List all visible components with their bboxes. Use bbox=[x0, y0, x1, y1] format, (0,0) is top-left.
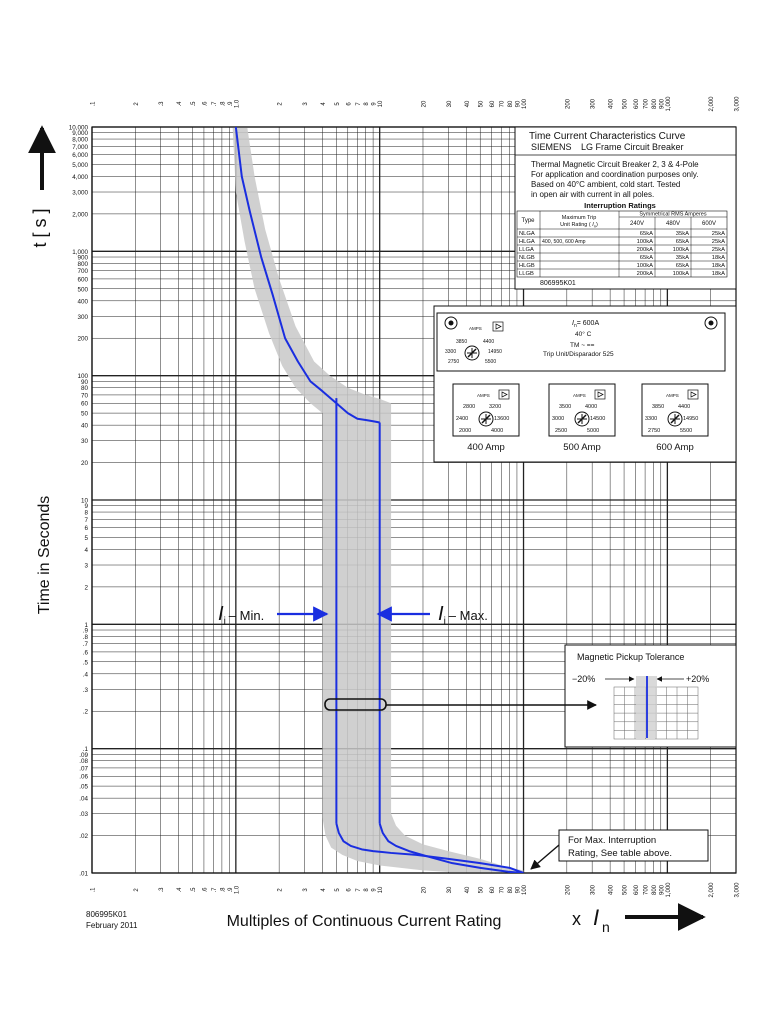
table-cell-type: HLGA bbox=[519, 239, 535, 246]
x-tick-label: 3,000 bbox=[734, 96, 741, 112]
trip-dial-caption: 400 Amp bbox=[467, 442, 505, 453]
trip-dial-value: 13600 bbox=[494, 416, 510, 422]
x-tick-label: 2 bbox=[133, 888, 140, 892]
max-interruption-note bbox=[531, 830, 708, 869]
x-tick-label: 300 bbox=[590, 98, 597, 110]
x-tick-label: .8 bbox=[220, 101, 227, 107]
table-cell-240v: 200kA bbox=[636, 247, 653, 254]
x-tick-label: 3,000 bbox=[734, 882, 741, 898]
trip-dial-value: 5500 bbox=[680, 428, 693, 434]
table-cell-type: LLGA bbox=[519, 247, 534, 254]
y-tick-label: .5 bbox=[82, 659, 88, 667]
trip-label: Trip Unit/Disparador 525 bbox=[543, 351, 614, 358]
x-tick-label: .7 bbox=[212, 887, 219, 893]
annotation-imax bbox=[378, 603, 488, 627]
y-tick-label: .03 bbox=[79, 811, 88, 819]
trip-dial-value: 14500 bbox=[590, 416, 606, 422]
screw-icon bbox=[705, 317, 717, 329]
main-dial-value: 2750 bbox=[448, 359, 460, 365]
table-cell-600v: 18kA bbox=[711, 255, 725, 262]
x-tick-label: 400 bbox=[608, 98, 615, 110]
trip-dial-caption: 600 Amp bbox=[656, 442, 694, 453]
y-tick-label: .4 bbox=[82, 671, 88, 679]
x-tick-label: 20 bbox=[421, 100, 428, 108]
trip-dial-value: 4000 bbox=[491, 428, 504, 434]
x-tick-label: .5 bbox=[191, 101, 198, 107]
x-tick-label: .4 bbox=[177, 887, 184, 893]
trip-tm: TM ~ == bbox=[570, 342, 595, 349]
y-tick-label: 3,000 bbox=[72, 189, 88, 197]
y-tick-label: 9,000 bbox=[72, 130, 88, 138]
x-tick-label: 90 bbox=[515, 886, 522, 894]
y-tick-label: 1,000 bbox=[72, 248, 88, 256]
table-cell-240v: 65kA bbox=[639, 231, 653, 238]
x-tick-label: 8 bbox=[364, 102, 371, 106]
y-tick-label: 4,000 bbox=[72, 173, 88, 181]
x-tick-labels-top bbox=[91, 96, 741, 112]
table-cell-480v: 35kA bbox=[675, 255, 689, 262]
x-tick-label: 10 bbox=[378, 886, 385, 894]
y-tick-label: .8 bbox=[82, 633, 88, 641]
table-cell-type: NLGB bbox=[519, 255, 535, 262]
x-tick-label: 30 bbox=[446, 886, 453, 894]
x-tick-label: 1,000 bbox=[665, 96, 672, 112]
trip-temp: 40° C bbox=[575, 331, 592, 338]
x-axis-symbol: x bbox=[572, 909, 581, 929]
table-cell-480v: 100kA bbox=[672, 247, 689, 254]
table-cell-600v: 25kA bbox=[711, 239, 725, 246]
y-tick-label: 900 bbox=[77, 254, 88, 262]
x-tick-label: 80 bbox=[508, 886, 515, 894]
table-cell-480v: 65kA bbox=[675, 263, 689, 270]
info-product: LG Frame Circuit Breaker bbox=[581, 142, 684, 152]
info-desc-line-1: Thermal Magnetic Circuit Breaker 2, 3 & 4-Pole bbox=[531, 160, 699, 169]
main-dial-amps: AMPS bbox=[469, 326, 482, 331]
table-head-sym: Symmetrical RMS Amperes bbox=[639, 211, 707, 218]
y-tick-label: .09 bbox=[79, 751, 88, 759]
x-tick-label: 200 bbox=[565, 884, 572, 896]
y-tick-label: .04 bbox=[79, 795, 88, 803]
y-tick-label: 10 bbox=[80, 497, 88, 505]
table-cell-240v: 65kA bbox=[639, 255, 653, 262]
table-head-v480: 480V bbox=[665, 221, 681, 227]
trip-dial-amps: AMPS bbox=[666, 393, 679, 398]
x-tick-label: 60 bbox=[490, 886, 497, 894]
x-tick-label: 2,000 bbox=[709, 882, 716, 898]
trip-dial-value: 3200 bbox=[489, 404, 502, 410]
x-tick-label: .4 bbox=[177, 101, 184, 107]
x-axis-var-sub: n bbox=[602, 919, 610, 935]
y-axis-title: Time in Seconds bbox=[36, 495, 53, 615]
x-axis-title: Multiples of Continuous Current Rating bbox=[226, 913, 502, 930]
footer-doc-number: 806995K01 bbox=[86, 910, 127, 919]
trip-unit-panel bbox=[434, 306, 736, 462]
screw-icon bbox=[445, 317, 457, 329]
table-cell-type: HLGB bbox=[519, 263, 535, 270]
main-dial-value: 3300 bbox=[445, 349, 457, 355]
x-tick-label: .6 bbox=[202, 101, 209, 107]
instantaneous-trip-icon bbox=[493, 322, 503, 331]
x-tick-label: .1 bbox=[90, 887, 97, 893]
y-tick-label: 5 bbox=[84, 534, 88, 542]
dial-knob-icon bbox=[668, 412, 682, 426]
main-dial-value: 4400 bbox=[483, 339, 495, 345]
main-dial-value: 14950 bbox=[488, 349, 502, 355]
trip-dial-value: 2400 bbox=[456, 416, 469, 422]
table-cell-240v: 200kA bbox=[636, 271, 653, 278]
main-dial-value: 3850 bbox=[456, 339, 468, 345]
info-brand: SIEMENS bbox=[531, 142, 572, 152]
table-cell-type: NLGA bbox=[519, 231, 535, 238]
x-tick-label: 5 bbox=[334, 888, 341, 892]
y-tick-label: 400 bbox=[77, 298, 88, 306]
y-tick-label: .2 bbox=[82, 708, 88, 716]
y-tick-label: .07 bbox=[79, 765, 88, 773]
x-tick-label: .3 bbox=[159, 101, 166, 107]
y-tick-label: 20 bbox=[80, 460, 88, 468]
table-cell-480v: 35kA bbox=[675, 231, 689, 238]
y-tick-label: 8 bbox=[84, 509, 88, 517]
table-cell-600v: 18kA bbox=[711, 263, 725, 270]
x-tick-label: 700 bbox=[643, 884, 650, 896]
x-tick-label: .1 bbox=[90, 101, 97, 107]
x-tick-label: 900 bbox=[659, 884, 666, 896]
x-tick-label: 1.0 bbox=[234, 99, 241, 109]
trip-dial-value: 3500 bbox=[559, 404, 572, 410]
x-tick-label: 20 bbox=[421, 886, 428, 894]
x-tick-label: 8 bbox=[364, 888, 371, 892]
y-tick-label: 6 bbox=[84, 525, 88, 533]
table-cell-240v: 100kA bbox=[636, 263, 653, 270]
info-desc-line-3: Based on 40°C ambient, cold start. Tested bbox=[531, 180, 681, 189]
x-tick-label: 6 bbox=[346, 102, 353, 106]
y-tick-label: 2 bbox=[84, 584, 88, 592]
instantaneous-trip-icon bbox=[688, 390, 698, 399]
x-tick-label: 2 bbox=[133, 102, 140, 106]
table-head-max-2: Unit Rating ( $I_n$) bbox=[560, 222, 598, 229]
x-tick-label: 10 bbox=[378, 100, 385, 108]
table-title: Interruption Ratings bbox=[584, 201, 656, 210]
info-part-number: 806995K01 bbox=[540, 280, 576, 287]
x-tick-label: 2 bbox=[277, 102, 284, 106]
trip-dial-value: 2000 bbox=[459, 428, 472, 434]
y-tick-label: 200 bbox=[77, 335, 88, 343]
y-tick-label: 7 bbox=[84, 516, 88, 524]
x-tick-label: 3 bbox=[302, 888, 309, 892]
y-tick-label: 40 bbox=[80, 422, 88, 430]
y-tick-label: .02 bbox=[79, 833, 88, 841]
y-tick-label: .01 bbox=[79, 870, 88, 878]
x-tick-label: 7 bbox=[355, 888, 362, 892]
dial-knob-icon bbox=[575, 412, 589, 426]
x-tick-label: 90 bbox=[515, 100, 522, 108]
info-title: Time Current Characteristics Curve bbox=[529, 131, 686, 142]
trip-dial-value: 3300 bbox=[645, 416, 658, 422]
y-tick-label: 2,000 bbox=[72, 211, 88, 219]
x-tick-label: .5 bbox=[191, 887, 198, 893]
instantaneous-trip-icon bbox=[595, 390, 605, 399]
y-tick-label: 800 bbox=[77, 260, 88, 268]
y-tick-label: .9 bbox=[82, 627, 88, 635]
y-axis-title-top: t [ s ] bbox=[30, 208, 50, 248]
x-tick-label: 9 bbox=[371, 102, 378, 106]
table-cell-480v: 100kA bbox=[672, 271, 689, 278]
x-tick-label: 7 bbox=[355, 102, 362, 106]
x-tick-labels-bottom bbox=[91, 882, 741, 898]
y-tick-label: .7 bbox=[82, 641, 88, 649]
y-tick-label: 600 bbox=[77, 276, 88, 284]
y-tick-label: 5,000 bbox=[72, 161, 88, 169]
tolerance-title: Magnetic Pickup Tolerance bbox=[577, 652, 685, 662]
trip-dial-value: 4000 bbox=[585, 404, 598, 410]
y-tick-label: 60 bbox=[80, 400, 88, 408]
y-tick-label: 80 bbox=[80, 385, 88, 393]
x-tick-label: 80 bbox=[508, 100, 515, 108]
x-tick-label: 60 bbox=[490, 100, 497, 108]
x-tick-label: 1.0 bbox=[234, 885, 241, 895]
main-dial-value: 5500 bbox=[485, 359, 497, 365]
x-tick-label: 100 bbox=[522, 98, 529, 110]
y-tick-label: .3 bbox=[82, 686, 88, 694]
footer-date: February 2011 bbox=[86, 921, 138, 930]
y-tick-label: .6 bbox=[82, 649, 88, 657]
instantaneous-trip-icon bbox=[499, 390, 509, 399]
imin-label: $I_i$ – Min. bbox=[218, 603, 265, 627]
y-tick-label: 1 bbox=[84, 621, 88, 629]
x-tick-label: 800 bbox=[651, 98, 658, 110]
table-cell-type: LLGB bbox=[519, 271, 534, 278]
y-tick-label: 70 bbox=[80, 392, 88, 400]
x-tick-label: 5 bbox=[334, 102, 341, 106]
x-tick-label: 2 bbox=[277, 888, 284, 892]
x-tick-label: .8 bbox=[220, 887, 227, 893]
y-tick-label: .1 bbox=[82, 746, 88, 754]
table-cell-600v: 18kA bbox=[711, 271, 725, 278]
table-cell-240v: 100kA bbox=[636, 239, 653, 246]
dial-knob-icon bbox=[479, 412, 493, 426]
x-tick-label: 2,000 bbox=[709, 96, 716, 112]
trip-rating: $I_n= 600A$ bbox=[572, 320, 600, 329]
x-tick-label: 600 bbox=[633, 884, 640, 896]
x-tick-label: 400 bbox=[608, 884, 615, 896]
trip-dials bbox=[453, 384, 708, 453]
trip-dial-value: 3000 bbox=[552, 416, 565, 422]
trip-dial-value: 2500 bbox=[555, 428, 568, 434]
y-tick-label: 4 bbox=[84, 546, 88, 554]
x-tick-label: 500 bbox=[622, 98, 629, 110]
dial-knob-icon bbox=[465, 346, 479, 360]
x-tick-label: 600 bbox=[633, 98, 640, 110]
x-tick-label: 6 bbox=[346, 888, 353, 892]
table-cell-600v: 25kA bbox=[711, 231, 725, 238]
table-cell-480v: 65kA bbox=[675, 239, 689, 246]
x-tick-label: 3 bbox=[302, 102, 309, 106]
x-tick-label: 700 bbox=[643, 98, 650, 110]
note-line-1: For Max. Interruption bbox=[568, 835, 657, 846]
y-tick-label: .05 bbox=[79, 783, 88, 791]
x-tick-label: 900 bbox=[659, 98, 666, 110]
x-tick-label: 800 bbox=[651, 884, 658, 896]
x-tick-label: 1,000 bbox=[665, 882, 672, 898]
trip-dial-amps: AMPS bbox=[477, 393, 490, 398]
trip-dial-value: 2800 bbox=[463, 404, 476, 410]
y-tick-label: 90 bbox=[80, 378, 88, 386]
trip-dial-value: 2750 bbox=[648, 428, 661, 434]
x-tick-label: 50 bbox=[478, 886, 485, 894]
table-head-type: Type bbox=[521, 218, 535, 224]
y-tick-label: 10,000 bbox=[68, 124, 88, 132]
y-tick-label: 30 bbox=[80, 438, 88, 446]
trip-dial-amps: AMPS bbox=[573, 393, 586, 398]
trip-dial-value: 3850 bbox=[652, 404, 665, 410]
note-line-2: Rating, See table above. bbox=[568, 848, 673, 859]
x-tick-label: 4 bbox=[320, 888, 327, 892]
y-tick-label: 9 bbox=[84, 503, 88, 511]
table-head-max-1: Maximum Trip bbox=[561, 215, 597, 221]
y-tick-label: 8,000 bbox=[72, 136, 88, 144]
trip-dial-caption: 500 Amp bbox=[563, 442, 601, 453]
y-tick-label: 3 bbox=[84, 562, 88, 570]
y-tick-label: 100 bbox=[77, 373, 88, 381]
x-tick-label: 70 bbox=[499, 100, 506, 108]
x-tick-label: 200 bbox=[565, 98, 572, 110]
table-cell-rating: 400, 500, 600 Amp bbox=[542, 239, 586, 246]
info-desc-line-2: For application and coordination purposes only. bbox=[531, 170, 699, 179]
y-tick-label: 300 bbox=[77, 313, 88, 321]
tolerance-panel bbox=[565, 645, 736, 747]
y-tick-label: 50 bbox=[80, 410, 88, 418]
note-arrow bbox=[531, 845, 559, 869]
x-tick-label: 100 bbox=[522, 884, 529, 896]
x-tick-label: 500 bbox=[622, 884, 629, 896]
x-tick-label: .9 bbox=[227, 101, 234, 107]
y-tick-label: .06 bbox=[79, 773, 88, 781]
x-tick-label: 70 bbox=[499, 886, 506, 894]
trip-dial-value: 4400 bbox=[678, 404, 691, 410]
x-tick-label: .7 bbox=[212, 101, 219, 107]
x-tick-label: .9 bbox=[227, 887, 234, 893]
info-desc-line-4: in open air with current in all poles. bbox=[531, 190, 655, 199]
tolerance-minus: −20% bbox=[572, 674, 596, 684]
x-tick-label: .3 bbox=[159, 887, 166, 893]
x-tick-label: 300 bbox=[590, 884, 597, 896]
y-tick-label: 500 bbox=[77, 286, 88, 294]
tolerance-plus: +20% bbox=[686, 674, 710, 684]
table-head-v240: 240V bbox=[629, 221, 645, 227]
x-tick-label: 30 bbox=[446, 100, 453, 108]
y-tick-label: .08 bbox=[79, 758, 88, 766]
trip-dial-value: 5000 bbox=[587, 428, 600, 434]
x-tick-label: .6 bbox=[202, 887, 209, 893]
info-box bbox=[515, 127, 736, 289]
y-tick-label: 700 bbox=[77, 268, 88, 276]
trip-dial-value: 14950 bbox=[683, 416, 699, 422]
y-tick-label: 7,000 bbox=[72, 143, 88, 151]
annotation-imin bbox=[218, 603, 327, 627]
x-tick-label: 9 bbox=[371, 888, 378, 892]
table-head-v600: 600V bbox=[701, 221, 717, 227]
x-tick-label: 50 bbox=[478, 100, 485, 108]
y-tick-labels bbox=[69, 125, 89, 878]
x-tick-label: 4 bbox=[320, 102, 327, 106]
y-tick-label: 6,000 bbox=[72, 152, 88, 160]
x-tick-label: 40 bbox=[464, 886, 471, 894]
table-cell-600v: 25kA bbox=[711, 247, 725, 254]
x-tick-label: 40 bbox=[464, 100, 471, 108]
imax-label: $I_i$ – Max. bbox=[438, 603, 488, 627]
x-axis-var: I bbox=[593, 905, 600, 930]
